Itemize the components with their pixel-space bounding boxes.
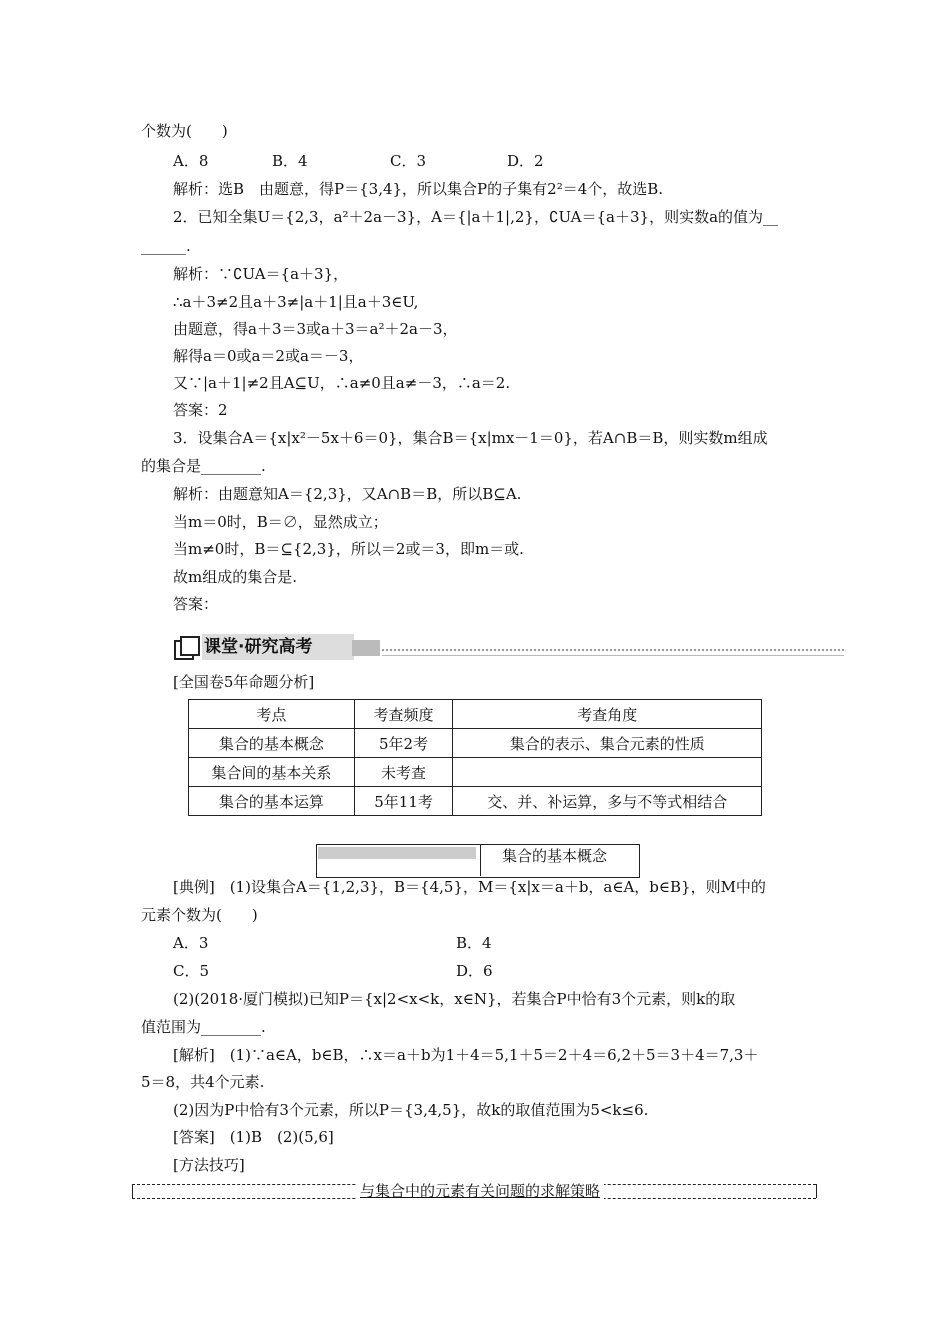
- analysis-heading: [全国卷5年命题分析]: [173, 673, 315, 691]
- q1-option-a: A．8: [173, 152, 209, 170]
- section-square-icon: [180, 636, 200, 656]
- table-row: [189, 787, 762, 816]
- example-option-c: C．5: [173, 962, 210, 980]
- strategy-bracket-right: [816, 1184, 817, 1198]
- table-cell: 交、并、补运算，多与不等式相结合: [453, 787, 762, 816]
- table-row: [189, 729, 762, 758]
- q3-analysis-line: 解析：由题意知A＝{2,3}，又A∩B＝B，所以B⊆A.: [173, 485, 522, 503]
- topic-divider: [480, 844, 481, 876]
- q2-answer: 答案：2: [173, 401, 228, 419]
- section-grey-block: [352, 640, 380, 656]
- example-option-d: D．6: [456, 962, 493, 980]
- table-header-cell: 考查角度: [453, 700, 762, 729]
- example-stem-line1: [典例] (1)设集合A＝{1,2,3}，B＝{4,5}，M＝{x|x＝a＋b，a∈A，b∈B}，则M中的: [173, 878, 766, 896]
- example-solution-line: (2)因为P中恰有3个元素，所以P＝{3,4,5}，故k的取值范围为5<k≤6.: [173, 1101, 649, 1119]
- q2-stem-line1: 2．已知全集U＝{2,3，a²＋2a－3}，A＝{|a＋1|,2}，∁UA＝{a＋3}，则实数a的值为__: [173, 208, 779, 226]
- q1-analysis: 解析：选B 由题意，得P＝{3,4}，所以集合P的子集有2²＝4个，故选B.: [173, 180, 664, 198]
- q2-analysis-line: ∴a＋3≠2且a＋3≠|a＋1|且a＋3∈U,: [173, 293, 419, 311]
- table-cell: 集合的基本概念: [189, 729, 355, 758]
- method-heading: [方法技巧]: [173, 1156, 245, 1174]
- example-option-a: A．3: [173, 934, 209, 952]
- q1-option-d: D．2: [507, 152, 544, 170]
- strategy-title: 与集合中的元素有关问题的求解策略: [356, 1180, 604, 1202]
- q3-analysis-line: 故m组成的集合是.: [173, 568, 297, 586]
- example-solution-line: [解析] (1)∵a∈A，b∈B，∴x＝a＋b为1＋4＝5,1＋5＝2＋4＝6,2＋5＝3＋4＝7,3＋: [173, 1046, 759, 1064]
- example-answer: [答案] (1)B (2)(5,6]: [173, 1128, 334, 1146]
- section-dotted-rule: [382, 649, 844, 651]
- table-cell: 5年11考: [354, 787, 453, 816]
- topic-tag: [318, 847, 476, 859]
- table-header-cell: 考查频度: [354, 700, 453, 729]
- q3-analysis-line: 当m≠0时，B＝⊆{2,3}，所以＝2或＝3，即m＝或.: [173, 540, 524, 558]
- q3-stem-line1: 3．设集合A＝{x|x²－5x＋6＝0}，集合B＝{x|mx－1＝0}，若A∩B＝B，则实数m组成: [173, 429, 768, 447]
- strategy-bracket-left: [132, 1184, 133, 1198]
- q2-stem-line2: ______.: [141, 237, 191, 255]
- table-cell: [453, 758, 762, 787]
- example-part2-line2: 值范围为________.: [141, 1018, 266, 1036]
- example-option-b: B．4: [456, 934, 492, 952]
- q1-option-b: B．4: [272, 152, 308, 170]
- topic-title: 集合的基本概念: [502, 847, 608, 865]
- q1-stem-tail: 个数为( ): [141, 122, 228, 140]
- q2-analysis-line: 解得a＝0或a＝2或a＝－3，: [173, 347, 364, 365]
- table-cell: 集合间的基本关系: [189, 758, 355, 787]
- q2-analysis-line: 又∵|a＋1|≠2且A⊆U，∴a≠0且a≠－3，∴a＝2.: [173, 374, 511, 392]
- table-cell: 未考查: [354, 758, 453, 787]
- table-header-cell: 考点: [189, 700, 355, 729]
- section-title: 课堂·研究高考: [202, 634, 354, 660]
- q2-analysis-line: 由题意，得a＋3＝3或a＋3＝a²＋2a－3，: [173, 320, 458, 338]
- table-header-row: [189, 700, 762, 729]
- q1-option-c: C．3: [390, 152, 427, 170]
- table-cell: 集合的基本运算: [189, 787, 355, 816]
- q2-analysis-line: 解析：∵∁UA＝{a＋3}，: [173, 265, 349, 283]
- q3-stem-line2: 的集合是________.: [141, 457, 266, 475]
- example-stem-line2: 元素个数为( ): [141, 906, 258, 924]
- q3-answer: 答案：: [173, 595, 219, 613]
- example-part2-line1: (2)(2018·厦门模拟)已知P＝{x|2<x<k，x∈N}，若集合P中恰有3个元素，则k的取: [173, 990, 736, 1008]
- exam-analysis-table: [188, 699, 762, 816]
- table-cell: 集合的表示、集合元素的性质: [453, 729, 762, 758]
- q3-analysis-line: 当m＝0时，B＝∅，显然成立；: [173, 513, 388, 531]
- section-rule: [382, 655, 844, 656]
- table-cell: 5年2考: [354, 729, 453, 758]
- table-row: [189, 758, 762, 787]
- example-solution-line: 5＝8，共4个元素.: [141, 1073, 265, 1091]
